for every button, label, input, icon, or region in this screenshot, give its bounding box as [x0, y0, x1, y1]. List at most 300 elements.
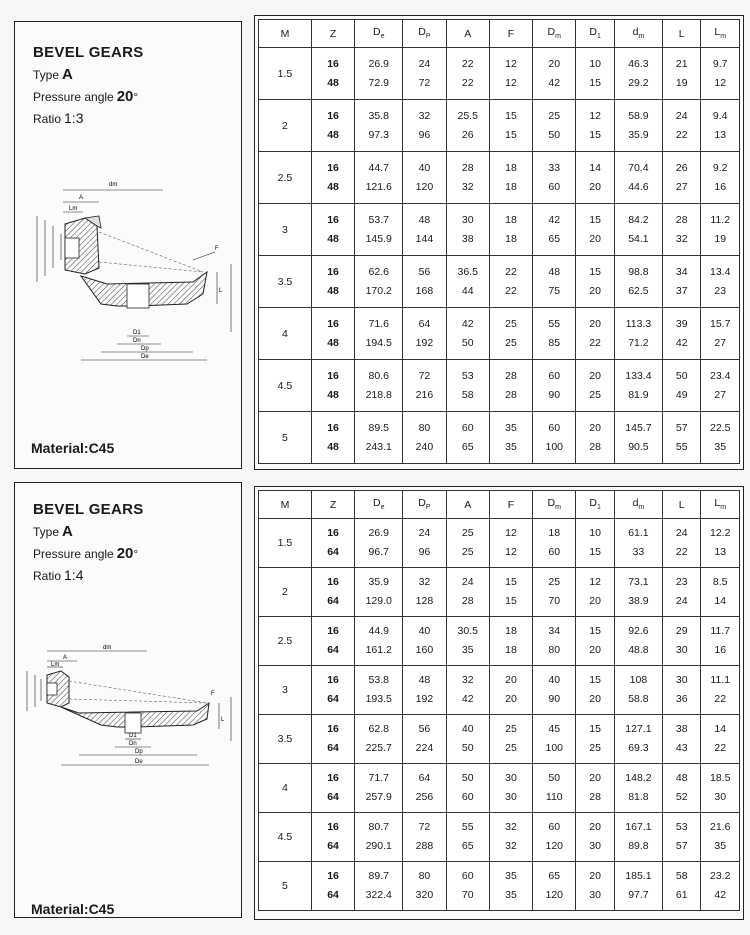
cell-lm	[701, 519, 740, 568]
gear-value: 64	[327, 595, 339, 607]
header-row	[259, 20, 740, 48]
gear-value: 20	[505, 693, 517, 705]
pinion-value: 145.7	[625, 421, 652, 434]
cell-m: 4.5	[259, 813, 312, 862]
pinion-value: 23.2	[710, 870, 731, 882]
pinion-value: 40	[548, 674, 561, 686]
pinion-value: 98.8	[628, 265, 649, 278]
gear-value: 60	[548, 546, 561, 558]
cell-dm	[533, 412, 576, 464]
pinion-value: 16	[327, 674, 339, 686]
gear-value: 52	[675, 791, 688, 803]
gear-value: 23	[714, 284, 727, 297]
cell-f	[489, 360, 532, 412]
gear-value: 161.2	[365, 644, 392, 656]
cell-z	[311, 666, 354, 715]
cell-z	[311, 568, 354, 617]
gear-value: 19	[714, 232, 727, 245]
pinion-value: 64	[418, 772, 431, 784]
gear-value: 120	[415, 180, 434, 193]
cell-f	[489, 617, 532, 666]
pinion-value: 26.9	[368, 527, 389, 539]
cell-lm	[701, 204, 740, 256]
pinion-value: 35.9	[368, 576, 389, 588]
gear-value: 25	[589, 742, 601, 754]
pinion-value: 16	[327, 527, 339, 539]
cell-d1	[576, 666, 614, 715]
table-row	[259, 813, 740, 862]
cell-l	[662, 308, 700, 360]
pressure-angle-line: Pressure angle 20°	[33, 545, 139, 562]
cell-dmm	[614, 666, 662, 715]
dim-l-label: L	[221, 717, 225, 723]
cell-lm	[701, 764, 740, 813]
gear-value: 13	[714, 546, 727, 558]
cell-f	[489, 204, 532, 256]
dim-a-label: A	[79, 195, 84, 201]
pinion-bore	[65, 238, 79, 258]
gear-value: 194.5	[365, 336, 392, 349]
gear-value: 64	[327, 889, 339, 901]
cell-de	[355, 412, 403, 464]
cell-lm	[701, 412, 740, 464]
gear-value: 42	[548, 76, 561, 89]
cell-a	[446, 152, 489, 204]
gear-value: 160	[415, 644, 434, 656]
gear-value: 225.7	[365, 742, 392, 754]
pinion-value: 9.4	[712, 109, 728, 122]
table-row	[259, 519, 740, 568]
cell-dp	[403, 519, 446, 568]
pinion-value: 16	[327, 576, 339, 588]
pinion-value: 25	[548, 576, 561, 588]
pinion-value: 53	[675, 821, 688, 833]
gear-value: 216	[415, 388, 434, 401]
table-row	[259, 360, 740, 412]
pinion-value: 42	[548, 213, 561, 226]
gear-value: 49	[675, 388, 688, 401]
pinion-value: 26	[675, 161, 688, 174]
cell-dp	[403, 48, 446, 100]
cell-l	[662, 204, 700, 256]
gear-value: 12	[505, 76, 517, 89]
gear-value: 50	[461, 336, 474, 349]
dim-dn-label: Dn	[133, 338, 141, 344]
gear-value: 48.8	[628, 644, 649, 656]
bevel-gear-diagram	[17, 641, 239, 771]
cell-m: 4.5	[259, 360, 312, 412]
cell-a	[446, 715, 489, 764]
gear-value: 42	[675, 336, 688, 349]
gear-value: 96	[418, 128, 431, 141]
gear-value: 288	[415, 840, 434, 852]
cell-f	[489, 568, 532, 617]
cell-de	[355, 48, 403, 100]
pinion-value: 21	[675, 57, 688, 70]
table-row	[259, 152, 740, 204]
cell-dm	[533, 152, 576, 204]
pinion-value: 35	[505, 870, 517, 882]
gear-value: 18	[505, 232, 517, 245]
pinion-value: 35.8	[368, 109, 389, 122]
cell-f	[489, 308, 532, 360]
pinion-value: 15	[589, 674, 601, 686]
gear-value: 25	[589, 388, 601, 401]
cell-de	[355, 100, 403, 152]
cell-d1	[576, 360, 614, 412]
spec-table-ratio-1-4	[254, 486, 744, 920]
gear-value: 22	[675, 546, 688, 558]
col-dp: $D_P$	[403, 491, 446, 519]
cell-f	[489, 715, 532, 764]
gear-value: 30	[505, 791, 517, 803]
gear-value: 54.1	[628, 232, 649, 245]
cell-m: 4	[259, 764, 312, 813]
cell-d1	[576, 152, 614, 204]
cell-lm	[701, 568, 740, 617]
cell-l	[662, 100, 700, 152]
cell-z	[311, 308, 354, 360]
cell-d1	[576, 256, 614, 308]
cell-f	[489, 152, 532, 204]
gear-value: 25	[505, 742, 517, 754]
cell-a	[446, 308, 489, 360]
gear-value: 18	[505, 644, 517, 656]
gear-value: 38.9	[628, 595, 649, 607]
gear-value: 12	[505, 546, 517, 558]
pinion-value: 30.5	[457, 625, 478, 637]
gear-value: 48	[327, 180, 339, 193]
pinion-value: 25	[461, 527, 474, 539]
pinion-value: 24	[418, 527, 431, 539]
gear-value: 120	[545, 840, 564, 852]
cell-d1	[576, 764, 614, 813]
gear-value: 28	[589, 440, 601, 453]
pinion-value: 11.1	[710, 674, 731, 686]
cell-dp	[403, 204, 446, 256]
cell-l	[662, 666, 700, 715]
col-l: L	[662, 20, 700, 48]
gear-value: 256	[415, 791, 434, 803]
cell-l	[662, 152, 700, 204]
pinion-value: 20	[589, 421, 601, 434]
col-a: A	[446, 20, 489, 48]
gear-value: 22	[675, 128, 688, 141]
pinion-value: 50	[548, 772, 561, 784]
cell-dp	[403, 715, 446, 764]
pinion-value: 55	[461, 821, 474, 833]
pinion-value: 12	[589, 109, 601, 122]
gear-value: 20	[589, 232, 601, 245]
gear-bore	[127, 284, 149, 308]
pinion-value: 16	[327, 625, 339, 637]
cell-m: 2.5	[259, 152, 312, 204]
pinion-value: 39	[675, 317, 688, 330]
table-row	[259, 308, 740, 360]
pinion-value: 18	[505, 213, 517, 226]
cell-l	[662, 519, 700, 568]
gear-value: 35	[461, 644, 474, 656]
pinion-value: 42	[461, 317, 474, 330]
cell-m: 3.5	[259, 256, 312, 308]
pinion-value: 89.7	[368, 870, 389, 882]
cell-dp	[403, 308, 446, 360]
gear-value: 27	[675, 180, 688, 193]
cell-dmm	[614, 519, 662, 568]
pinion-value: 84.2	[628, 213, 649, 226]
table-row	[259, 412, 740, 464]
col-de: $D_e$	[355, 491, 403, 519]
cell-l	[662, 813, 700, 862]
gear-value: 170.2	[365, 284, 392, 297]
gear-value: 50	[548, 128, 561, 141]
col-dm: $D_m$	[533, 491, 576, 519]
gear-value: 22	[461, 76, 474, 89]
pinion-value: 15.7	[710, 317, 731, 330]
cell-dm	[533, 360, 576, 412]
pinion-value: 89.5	[368, 421, 389, 434]
pinion-value: 25.5	[457, 109, 478, 122]
gear-value: 120	[545, 889, 564, 901]
pinion-value: 36.5	[457, 265, 478, 278]
gear-value: 48	[327, 128, 339, 141]
pinion-value: 72	[418, 821, 431, 833]
cell-m: 3	[259, 666, 312, 715]
cell-a	[446, 666, 489, 715]
pinion-value: 56	[418, 265, 431, 278]
gear-value: 35	[714, 440, 727, 453]
pinion-value: 29	[675, 625, 688, 637]
pinion-value: 35	[505, 421, 517, 434]
pinion-value: 62.6	[368, 265, 389, 278]
cell-d1	[576, 568, 614, 617]
pinion-value: 64	[418, 317, 431, 330]
gear-value: 60	[461, 791, 474, 803]
cell-d1	[576, 100, 614, 152]
dim-lm-label: Lm	[69, 206, 78, 212]
pinion-value: 127.1	[625, 723, 652, 735]
cell-dmm	[614, 568, 662, 617]
table-row	[259, 204, 740, 256]
pinion-value: 16	[327, 723, 339, 735]
gear-value: 32	[675, 232, 688, 245]
cell-d1	[576, 204, 614, 256]
table-row	[259, 764, 740, 813]
panel-title: BEVEL GEARS	[33, 44, 144, 61]
pinion-value: 28	[461, 161, 474, 174]
pinion-value: 20	[589, 317, 601, 330]
cell-a	[446, 862, 489, 911]
col-d1: $D_1$	[576, 20, 614, 48]
gear-value: 13	[714, 128, 727, 141]
pinion-value: 12	[505, 527, 517, 539]
cell-dm	[533, 256, 576, 308]
cell-d1	[576, 862, 614, 911]
cell-dmm	[614, 48, 662, 100]
table-row	[259, 617, 740, 666]
pinion-value: 56	[418, 723, 431, 735]
gear-value: 144	[415, 232, 434, 245]
pinion-value: 53.8	[368, 674, 389, 686]
pinion-value: 34	[675, 265, 688, 278]
cell-l	[662, 764, 700, 813]
pinion-value: 53.7	[368, 213, 389, 226]
cell-lm	[701, 308, 740, 360]
pinion-value: 16	[327, 317, 339, 330]
pinion-value: 92.6	[628, 625, 649, 637]
pinion-value: 113.3	[625, 317, 652, 330]
cell-dmm	[614, 308, 662, 360]
type-line: Type A	[33, 66, 73, 83]
cell-dm	[533, 308, 576, 360]
cell-f	[489, 764, 532, 813]
gear-value: 64	[327, 840, 339, 852]
cell-de	[355, 617, 403, 666]
gear-value: 19	[675, 76, 688, 89]
pinion-value: 24	[418, 57, 431, 70]
table-row	[259, 862, 740, 911]
pinion-value: 20	[589, 870, 601, 882]
cell-lm	[701, 715, 740, 764]
col-z: Z	[311, 491, 354, 519]
gear-value: 85	[548, 336, 561, 349]
cell-z	[311, 412, 354, 464]
cell-dmm	[614, 100, 662, 152]
cell-de	[355, 204, 403, 256]
pinion-value: 167.1	[625, 821, 652, 833]
gear-value: 35.9	[628, 128, 649, 141]
gear-value: 145.9	[365, 232, 392, 245]
col-lm: $L_m$	[701, 491, 740, 519]
pinion-value: 26.9	[368, 57, 389, 70]
pinion-value: 38	[675, 723, 688, 735]
pressure-angle-line: Pressure angle 20°	[33, 88, 139, 105]
pinion-value: 15	[589, 625, 601, 637]
gear-value: 55	[675, 440, 688, 453]
dim-dm-label: dm	[103, 645, 112, 651]
gear-value: 20	[589, 284, 601, 297]
gear-value: 28	[589, 791, 601, 803]
gear-value: 97.7	[628, 889, 649, 901]
pinion-value: 40	[418, 161, 431, 174]
gear-value: 110	[545, 791, 563, 803]
cell-dmm	[614, 764, 662, 813]
cell-l	[662, 412, 700, 464]
gear-value: 64	[327, 742, 339, 754]
table-row	[259, 48, 740, 100]
cell-dm	[533, 862, 576, 911]
gear-value: 58	[461, 388, 474, 401]
cell-de	[355, 308, 403, 360]
gear-value: 62.5	[628, 284, 649, 297]
gear-value: 121.6	[365, 180, 392, 193]
pinion-value: 9.2	[712, 161, 728, 174]
col-dmm: $d_m$	[614, 491, 662, 519]
pinion-value: 108	[629, 674, 648, 686]
cell-f	[489, 412, 532, 464]
pinion-value: 24	[675, 527, 688, 539]
gear-value: 15	[589, 128, 601, 141]
cell-l	[662, 568, 700, 617]
cell-d1	[576, 308, 614, 360]
gear-value: 90	[548, 693, 561, 705]
cell-lm	[701, 48, 740, 100]
pinion-value: 18	[548, 527, 561, 539]
cell-a	[446, 48, 489, 100]
cell-a	[446, 568, 489, 617]
cell-m: 5	[259, 412, 312, 464]
pinion-value: 80.6	[368, 369, 389, 382]
gear-value: 64	[327, 791, 339, 803]
pinion-value: 58.9	[628, 109, 649, 122]
gear-value: 64	[327, 693, 339, 705]
cell-dm	[533, 617, 576, 666]
gear-value: 22	[505, 284, 517, 297]
pinion-value: 16	[327, 421, 339, 434]
gear-value: 20	[589, 693, 601, 705]
pinion-value: 16	[327, 213, 339, 226]
cell-dmm	[614, 813, 662, 862]
pinion-value: 16	[327, 821, 339, 833]
spec-table-ratio-1-3	[254, 15, 744, 470]
pinion-value: 40	[461, 723, 474, 735]
pinion-value: 22	[505, 265, 517, 278]
gear-value: 15	[589, 76, 601, 89]
pinion-value: 16	[327, 369, 339, 382]
cell-m: 3.5	[259, 715, 312, 764]
cell-z	[311, 813, 354, 862]
cell-d1	[576, 813, 614, 862]
gear-value: 100	[545, 440, 564, 453]
gear-value: 22	[589, 336, 601, 349]
cell-dm	[533, 764, 576, 813]
pinion-value: 32	[418, 576, 431, 588]
material-label: Material:C45	[31, 440, 115, 456]
pinion-value: 18.5	[710, 772, 731, 784]
spec-table	[258, 490, 740, 911]
cell-z	[311, 100, 354, 152]
gear-value: 80	[548, 644, 561, 656]
col-f: F	[489, 491, 532, 519]
type-line: Type A	[33, 523, 73, 540]
cell-d1	[576, 412, 614, 464]
pinion-value: 50	[461, 772, 474, 784]
table-row	[259, 715, 740, 764]
cell-dp	[403, 412, 446, 464]
gear-value: 33	[632, 546, 645, 558]
gear-value: 15	[505, 595, 517, 607]
gear-value: 70	[461, 889, 474, 901]
cell-m: 2	[259, 568, 312, 617]
gear-value: 48	[327, 284, 339, 297]
gear-value: 28	[505, 388, 517, 401]
gear-value: 14	[714, 595, 727, 607]
cell-lm	[701, 617, 740, 666]
col-dmm: $d_m$	[614, 20, 662, 48]
gear-value: 48	[327, 336, 339, 349]
gear-value: 30	[714, 791, 727, 803]
cell-de	[355, 764, 403, 813]
gear-value: 35	[714, 840, 727, 852]
pinion-value: 80.7	[368, 821, 389, 833]
cell-dmm	[614, 862, 662, 911]
cell-a	[446, 100, 489, 152]
pinion-value: 30	[461, 213, 474, 226]
cell-d1	[576, 519, 614, 568]
cell-d1	[576, 617, 614, 666]
pinion-value: 20	[589, 821, 601, 833]
cell-de	[355, 152, 403, 204]
